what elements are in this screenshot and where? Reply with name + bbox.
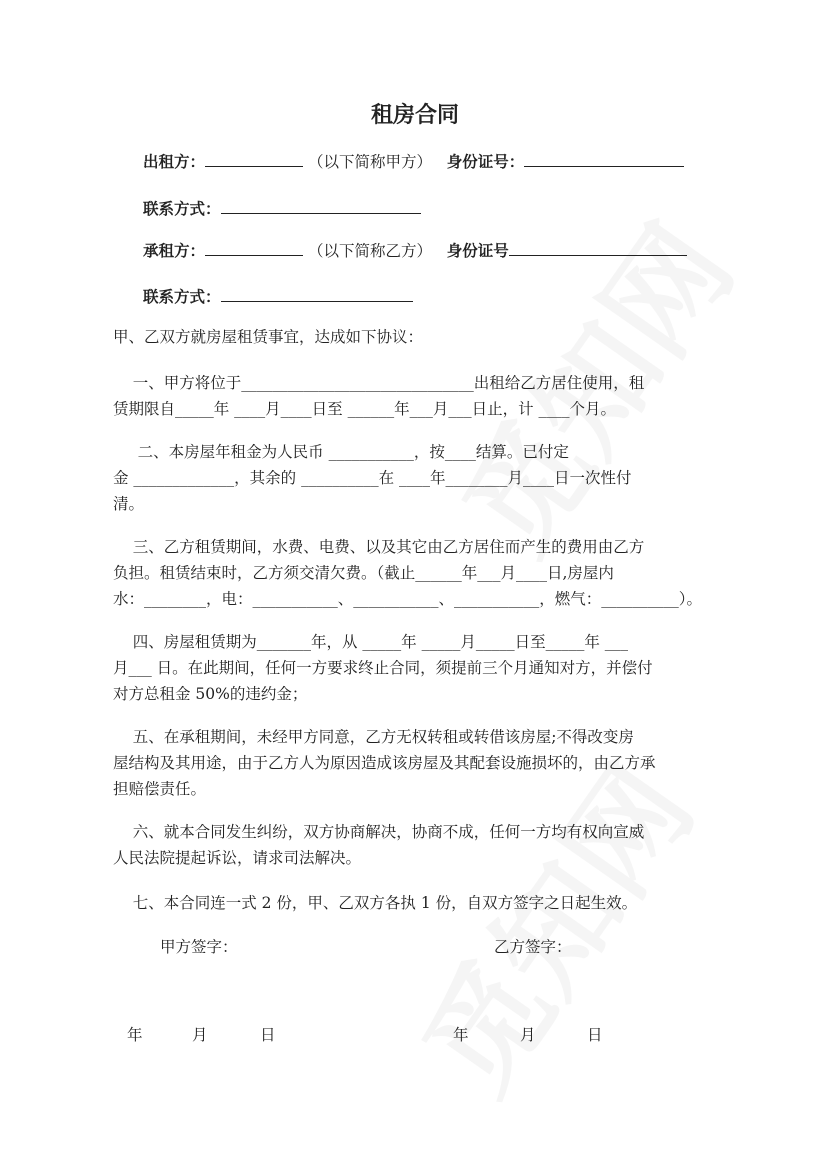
contact-label: 联系方式： — [143, 288, 221, 306]
clause-line: 七、本合同连一式 2 份，甲、乙双方各执 1 份，自双方签字之日起生效。 — [113, 894, 638, 912]
lessee-note: （以下简称乙方） — [307, 242, 432, 260]
clause-line: 清。 — [113, 495, 145, 513]
clause-line: 担赔偿责任。 — [113, 780, 207, 798]
lessor-contact-field[interactable] — [221, 197, 421, 214]
lessor-note: （以下简称甲方） — [307, 153, 432, 171]
date-day: 日 — [587, 1026, 603, 1044]
clause-line: 五、在承租期间，未经甲方同意，乙方无权转租或转借该房屋;不得改变房 — [113, 728, 634, 746]
lessee-row — [143, 239, 687, 261]
party-b-signature-label: 乙方签字： — [494, 938, 572, 956]
clause-line: 二、本房屋年租金为人民币 ___________，按____结算。已付定 — [113, 443, 569, 461]
page-title: 租房合同 — [370, 103, 459, 128]
lessor-field[interactable] — [205, 150, 303, 167]
lessor-id-field[interactable] — [524, 150, 684, 167]
id-label: 身份证号： — [446, 153, 525, 171]
id-label: 身份证号 — [446, 242, 509, 260]
lessor-label: 出租方： — [143, 153, 206, 171]
date-year: 年 — [127, 1026, 143, 1044]
clause-line: 赁期限自_____年 ____月____日至 ______年___月___日止，计 ____个月。 — [113, 400, 617, 418]
watermark — [408, 748, 713, 1112]
clause-line: 屋结构及其用途，由于乙方人为原因造成该房屋及其配套设施损坏的，由乙方承 — [113, 754, 656, 772]
lessor-row — [143, 150, 684, 172]
lessee-label: 承租方： — [143, 242, 206, 260]
clause-line: 三、乙方租赁期间，水费、电费、以及其它由乙方居住而产生的费用由乙方 — [113, 538, 645, 556]
date-month: 月 — [520, 1026, 536, 1044]
lessee-id-field[interactable] — [509, 239, 687, 256]
clause-line: 六、就本合同发生纠纷，双方协商解决，协商不成，任何一方均有权向宣威 — [113, 823, 645, 841]
contact-row — [143, 285, 413, 307]
date-year: 年 — [453, 1026, 469, 1044]
date-day: 日 — [260, 1026, 276, 1044]
lessee-field[interactable] — [205, 239, 303, 256]
clause-line: 对方总租金 50%的违约金； — [113, 685, 308, 703]
clause-line: 负担。租赁结束时，乙方须交清欠费。（截止______年___月____日,房屋内 — [113, 564, 614, 582]
intro-text: 甲、乙双方就房屋租赁事宜，达成如下协议： — [113, 328, 424, 346]
clause-line: 人民法院提起诉讼，请求司法解决。 — [113, 849, 362, 867]
contact-label: 联系方式： — [143, 200, 221, 218]
clause-line: 水：________，电：___________、___________、___________，燃气：__________）。 — [113, 590, 703, 608]
clause-line: 金 _____________，其余的 __________在 ____年________月____日一次性付 — [113, 469, 632, 487]
clause-line: 一、甲方将位于______________________________出租给乙方居住使用，租 — [113, 374, 645, 392]
party-a-signature-label: 甲方签字： — [160, 938, 238, 956]
date-month: 月 — [192, 1026, 208, 1044]
contact-row — [143, 197, 421, 219]
clause-line: 月___ 日。在此期间，任何一方要求终止合同，须提前三个月通知对方，并偿付 — [113, 659, 653, 677]
lessee-contact-field[interactable] — [221, 285, 413, 302]
clause-line: 四、房屋租赁期为_______年，从 _____年 _____月_____日至_____年 ___ — [113, 633, 628, 651]
